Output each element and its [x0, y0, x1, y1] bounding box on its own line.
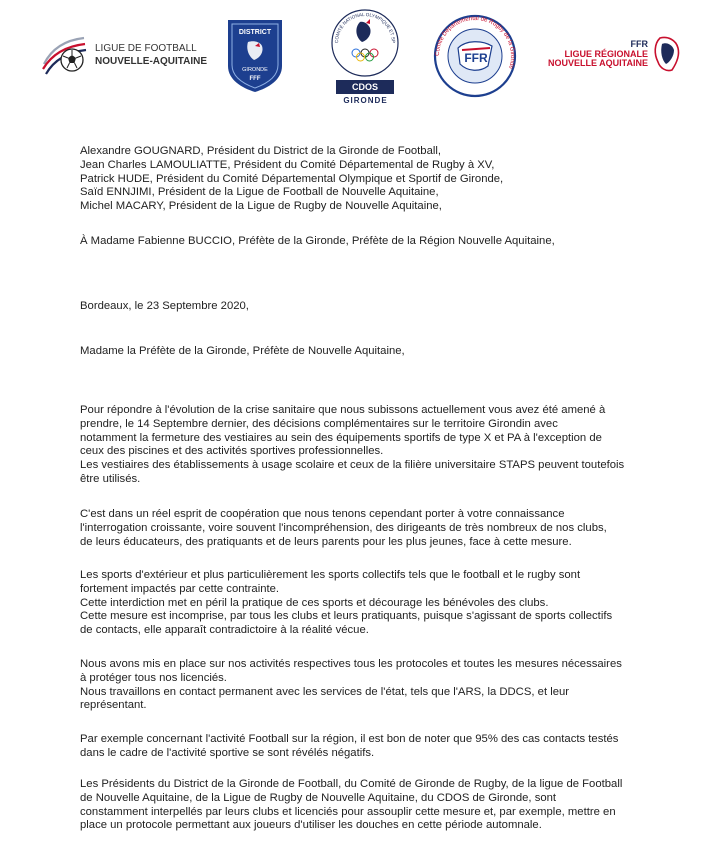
logo-header — [0, 0, 727, 112]
paragraph-6 — [80, 778, 622, 833]
sender-line: Michel MACARY, Président de la Ligue de Rugby de Nouvelle Aquitaine, — [80, 200, 442, 213]
paragraph-line: Cette mesure est incomprise, par tous les clubs et leurs pratiquants, puisque s'agissant de sports collectifs — [80, 610, 613, 623]
ffr-line2: LIGUE RÉGIONALE — [564, 49, 648, 59]
paragraph-4 — [80, 658, 622, 713]
paragraph-line: de contacts, elle apparaît contradictoire à la réalité vécue. — [80, 624, 369, 637]
ligue-football-logo — [40, 30, 208, 82]
paragraph-line: fortement impactés par cette contrainte. — [80, 582, 280, 595]
paragraph-5 — [80, 733, 618, 761]
paragraph-2 — [80, 508, 607, 549]
district-gironde-logo — [224, 16, 286, 94]
district-shield-icon — [224, 16, 286, 94]
football-swoosh-icon — [40, 30, 90, 80]
ffr-ligue-logo — [548, 32, 688, 76]
cdos-ring-text: COMITÉ NATIONAL OLYMPIQUE ET SP — [333, 11, 397, 44]
sender-line: Alexandre GOUGNARD, Président du District de la Gironde de Football, — [80, 145, 442, 157]
paragraph-line: Cette interdiction met en péril la pratique de ces sports et décourage les bénévoles des clubs. — [80, 596, 549, 609]
paragraph-line: de Nouvelle Aquitaine, de la Ligue de Rugby de Nouvelle Aquitaine, du CDOS de Gironde, sont — [80, 791, 557, 804]
district-bottom-text: FFF — [249, 76, 261, 82]
ffr-region-map-icon — [650, 34, 682, 74]
rugby-center-text: FFR — [464, 51, 488, 65]
paragraph-line: de leurs éducateurs, des pratiquants et de leurs parents pour les plus jeunes, face à cette mesure. — [80, 535, 572, 548]
paragraph-line: C'est dans un réel esprit de coopération que nous tenons cependant porter à votre connaissance — [80, 508, 565, 520]
paragraph-line: constamment interpellés par leurs clubs et licenciés pour assouplir cette mesure et, par exemple, mettre en — [80, 805, 616, 818]
paragraph-line: l'interrogation croissante, voire souvent l'incompréhension, des dirigeants de très nombreux de nos clubs, — [80, 521, 607, 534]
paragraph-line: être utilisés. — [80, 472, 141, 485]
paragraph-line: à protéger tous nos licenciés. — [80, 671, 227, 684]
paragraph-line: Les vestiaires des établissements à usage scolaire et ceux de la filière universitaire STAPS peuvent toutefois — [80, 459, 625, 472]
paragraph-line: Nous avons mis en place sur nos activités respectives tous les protocoles et toutes les mesures nécessaires — [80, 658, 622, 670]
salutation-block — [80, 345, 405, 359]
olympic-rooster-icon — [330, 8, 400, 78]
paragraph-3 — [80, 569, 612, 638]
ligue-football-line2: NOUVELLE-AQUITAINE — [95, 56, 208, 67]
paragraph-line: Les sports d'extérieur et plus particulièrement les sports collectifs tels que le football et le rugby sont — [80, 569, 581, 581]
ligue-football-line1: LIGUE DE FOOTBALL — [95, 43, 197, 54]
cdos-gironde-logo — [328, 8, 403, 104]
recipient-block — [80, 235, 555, 249]
paragraph-line: représentant. — [80, 699, 147, 712]
district-middle-text: GIRONDE — [242, 67, 268, 73]
paragraph-line: dans le cadre de l'activité sportive se sont révélés négatifs. — [80, 746, 375, 759]
sender-line: Saïd ENNJIMI, Président de la Ligue de Football de Nouvelle Aquitaine, — [80, 186, 439, 199]
district-top-text: DISTRICT — [238, 29, 272, 36]
paragraph-line: Les Présidents du District de la Gironde de Football, du Comité de Gironde de Rugby, de la ligue de Football — [80, 778, 623, 790]
paragraph-1 — [80, 404, 624, 487]
rugby-ring-text: Comité Départemental de Rugby de la Gironde — [434, 15, 516, 70]
paragraph-line: Nous travaillons en contact permanent avec les services de l'état, tels que l'ARS, la DDCS, et leur — [80, 685, 570, 698]
ffr-line3: NOUVELLE AQUITAINE — [547, 58, 648, 68]
paragraph-line: Par exemple concernant l'activité Football sur la région, il est bon de noter que 95% des cas contacts testés — [80, 733, 619, 745]
date-block — [80, 300, 249, 314]
cdos-tag: CDOS — [336, 80, 394, 94]
paragraph-line: prendre, le 14 Septembre dernier, des décisions complémentaires sur le territoire Girondin avec — [80, 417, 558, 430]
ffr-line1: FFR — [630, 39, 648, 49]
sender-line: Patrick HUDE, Président du Comité Départemental Olympique et Sportif de Gironde, — [80, 172, 504, 185]
ligue-football-text — [95, 42, 207, 68]
senders-block — [80, 145, 503, 214]
paragraph-line: ceux des piscines et des activités sportives professionnelles. — [80, 445, 384, 458]
salutation: Madame la Préfète de la Gironde, Préfète de Nouvelle Aquitaine, — [80, 345, 405, 357]
comite-rugby-gironde-logo — [432, 14, 518, 98]
cdos-subtitle: GIRONDE — [343, 96, 388, 105]
sender-line: Jean Charles LAMOULIATTE, Président du Comité Départemental de Rugby à XV, — [80, 158, 495, 171]
rugby-comite-icon — [432, 14, 518, 98]
paragraph-line: Pour répondre à l'évolution de la crise sanitaire que nous subissons actuellement vous avez été amené à — [80, 404, 606, 416]
place-date: Bordeaux, le 23 Septembre 2020, — [80, 300, 249, 312]
paragraph-line: place un protocole permettant aux joueurs d'utiliser les douches en cette période automnale. — [80, 819, 542, 832]
paragraph-line: notamment la fermeture des vestiaires au sein des équipements sportifs de type X et PA à l'exception de — [80, 431, 602, 444]
recipient-line: À Madame Fabienne BUCCIO, Préfète de la Gironde, Préfète de la Région Nouvelle Aquitaine, — [80, 235, 555, 247]
